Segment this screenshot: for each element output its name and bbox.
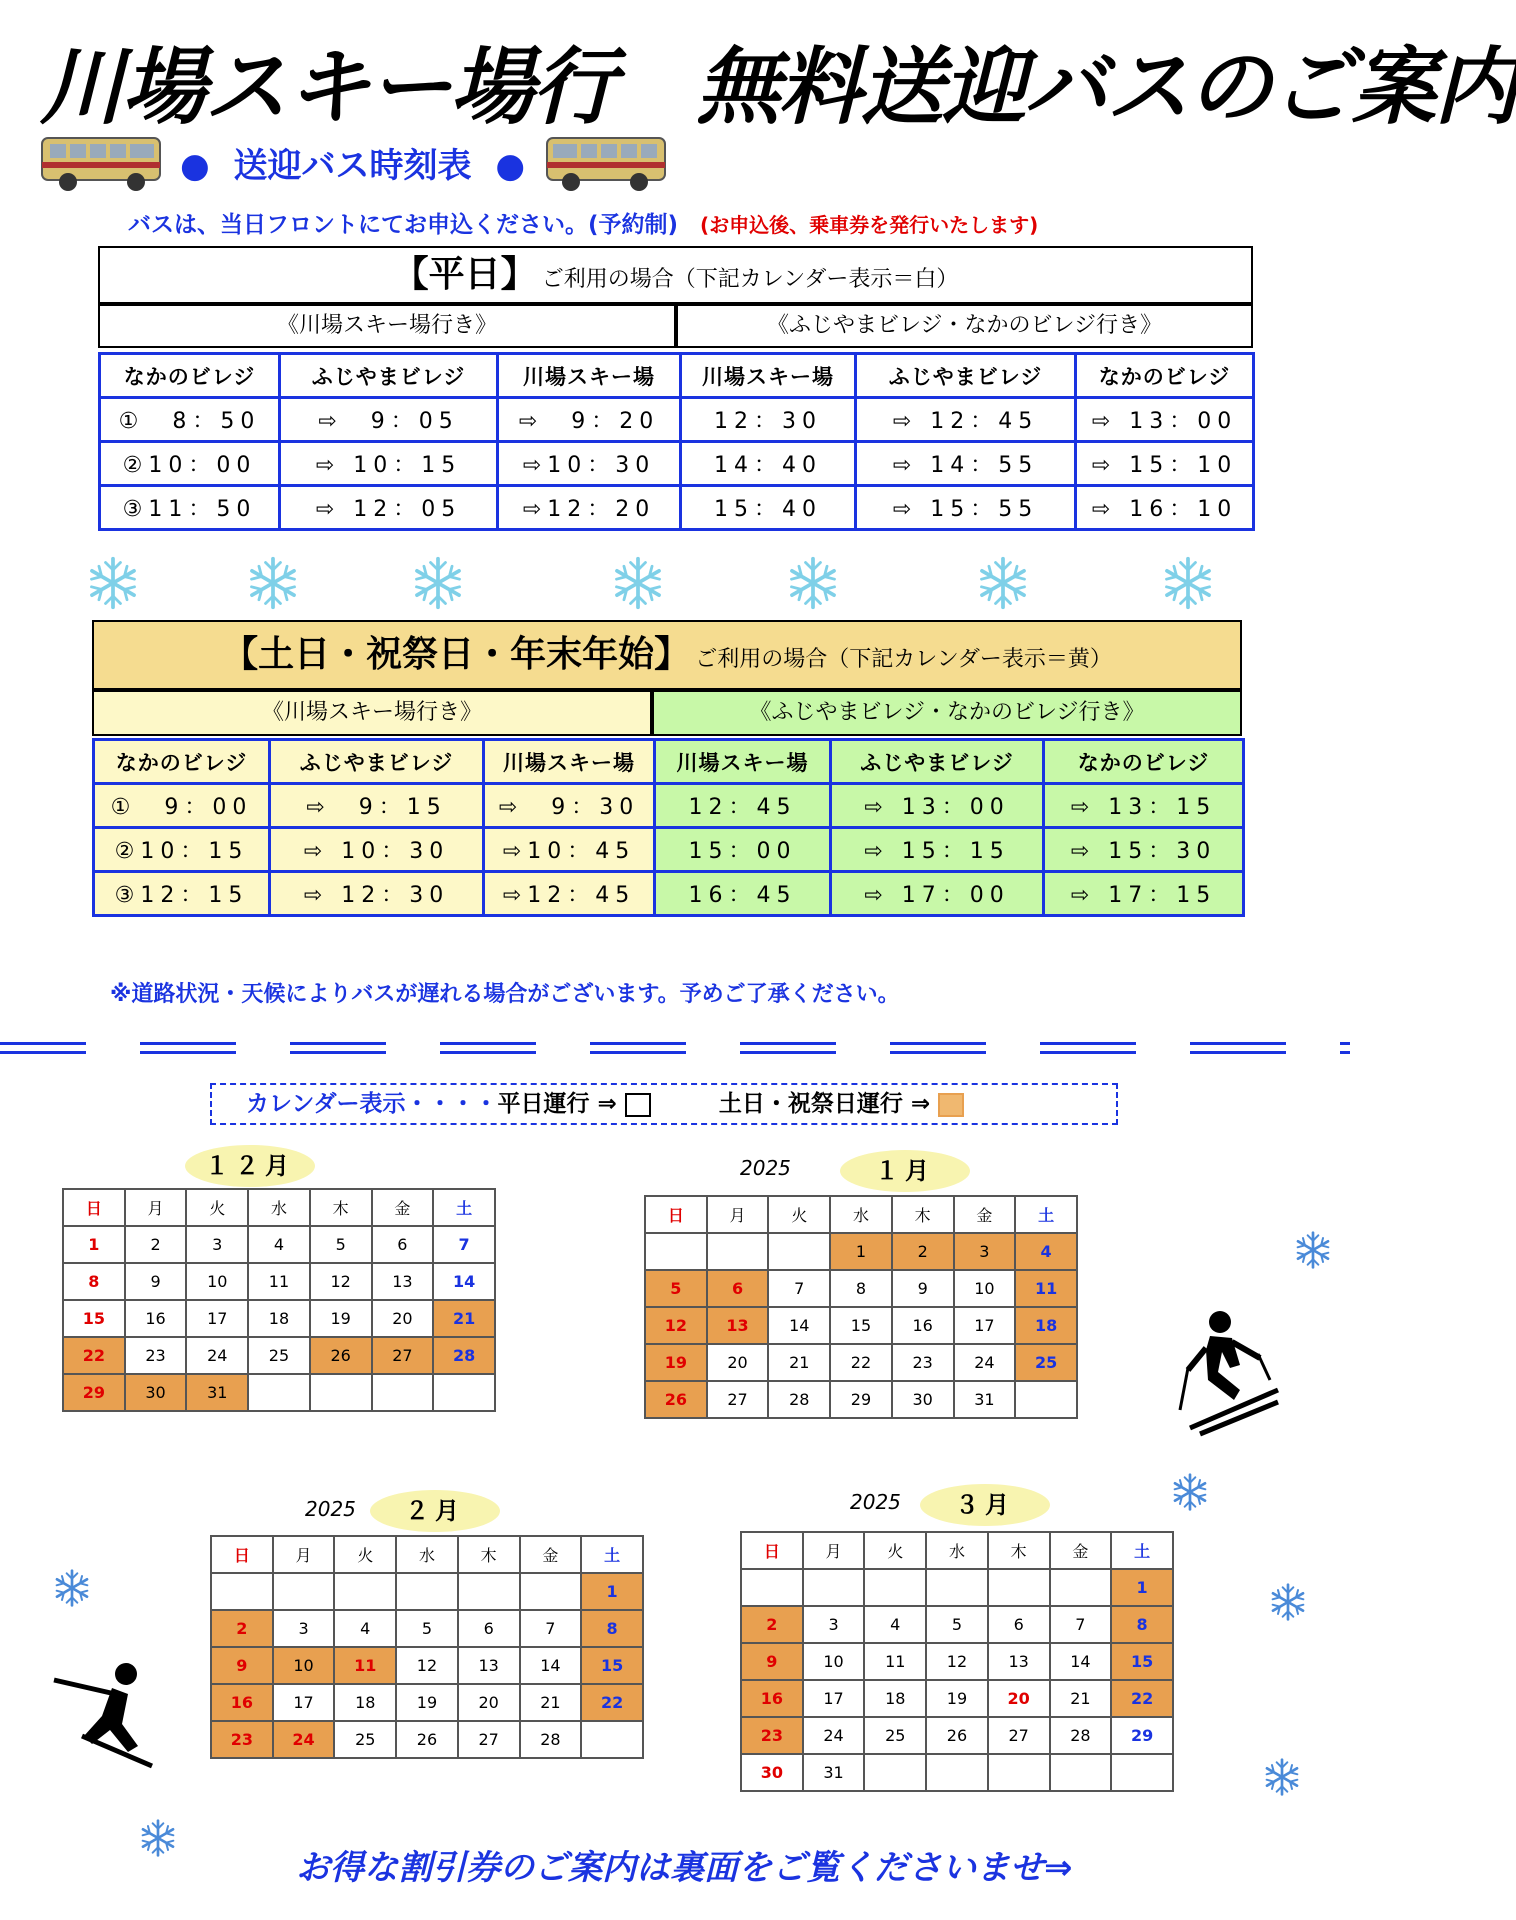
timetable-cell: ⇨ 14：55 bbox=[856, 442, 1076, 486]
snowflake-icon bbox=[1293, 1230, 1333, 1270]
timetable-cell: 12：45 bbox=[655, 784, 831, 828]
calendar-day bbox=[988, 1754, 1050, 1791]
timetable-cell: 15：00 bbox=[655, 828, 831, 872]
holiday-header bbox=[92, 620, 1242, 690]
calendar-day: 23 bbox=[741, 1717, 803, 1754]
timetable-header-cell: なかのビレジ bbox=[1076, 354, 1254, 398]
calendar-weekday-header: 水 bbox=[396, 1536, 458, 1573]
page-title: 川場スキー場行 無料送迎バスのご案内 bbox=[40, 38, 1516, 136]
calendar-day: 16 bbox=[125, 1300, 187, 1337]
calendar-day: 19 bbox=[645, 1344, 707, 1381]
timetable-header-cell: 川場スキー場 bbox=[655, 740, 831, 784]
legend-orange-swatch bbox=[938, 1093, 964, 1117]
divider-segment bbox=[740, 1042, 836, 1054]
timetable-cell: ⇨ 12：30 bbox=[270, 872, 484, 916]
calendar-day: 5 bbox=[926, 1606, 988, 1643]
weekday-heading-sub: ご利用の場合（下記カレンダー表示＝白） bbox=[541, 267, 959, 292]
timetable-cell: ⇨ 9：05 bbox=[280, 398, 498, 442]
calendar-day: 11 bbox=[864, 1643, 926, 1680]
divider-segment bbox=[440, 1042, 536, 1054]
timetable-cell: 14：40 bbox=[681, 442, 856, 486]
calendar-weekday-header: 木 bbox=[988, 1532, 1050, 1569]
calendar-day: 1 bbox=[830, 1233, 892, 1270]
calendar-day: 30 bbox=[892, 1381, 954, 1418]
calendar-day bbox=[310, 1374, 372, 1411]
calendar-day: 24 bbox=[954, 1344, 1016, 1381]
legend-holiday: 土日・祝祭日運行 ⇒ bbox=[718, 1091, 931, 1117]
calendar-day: 24 bbox=[803, 1717, 865, 1754]
calendar-day: 21 bbox=[768, 1344, 830, 1381]
calendar-table bbox=[210, 1535, 644, 1759]
legend-label: カレンダー表示・・・・ bbox=[246, 1091, 498, 1117]
weekday-route-back: 《ふじやまビレジ・なかのビレジ行き》 bbox=[676, 304, 1253, 348]
calendar-weekday-header: 水 bbox=[926, 1532, 988, 1569]
calendar-weekday-header: 日 bbox=[63, 1189, 125, 1226]
timetable-cell: ⇨ 12：05 bbox=[280, 486, 498, 530]
subtitle-text: 送迎バス時刻表 bbox=[233, 146, 472, 186]
calendar-year-label: 2025 bbox=[740, 1156, 791, 1180]
notice-note: (お申込後、乗車券を発行いたします) bbox=[700, 213, 1039, 237]
legend-white-swatch bbox=[625, 1093, 651, 1117]
calendar-weekday-header: 日 bbox=[741, 1532, 803, 1569]
calendar-day: 17 bbox=[803, 1680, 865, 1717]
holiday-timetable bbox=[92, 738, 1245, 917]
calendar-day: 29 bbox=[830, 1381, 892, 1418]
timetable-cell: ⇨10：45 bbox=[484, 828, 655, 872]
snowflake-icon bbox=[245, 555, 301, 611]
calendar-day: 10 bbox=[954, 1270, 1016, 1307]
calendar-month-label: １月 bbox=[840, 1150, 970, 1192]
timetable-header-cell: ふじやまビレジ bbox=[831, 740, 1044, 784]
calendar-day: 2 bbox=[892, 1233, 954, 1270]
calendar-year-label: 2025 bbox=[850, 1490, 901, 1514]
calendar-day bbox=[741, 1569, 803, 1606]
calendar-day: 15 bbox=[581, 1647, 643, 1684]
timetable-header-cell: 川場スキー場 bbox=[484, 740, 655, 784]
calendar-day: 11 bbox=[334, 1647, 396, 1684]
divider-segment bbox=[1190, 1042, 1286, 1054]
calendar-day: 25 bbox=[334, 1721, 396, 1758]
calendar-day bbox=[248, 1374, 310, 1411]
calendar-day: 7 bbox=[1050, 1606, 1112, 1643]
calendar-day bbox=[988, 1569, 1050, 1606]
calendar-day: 8 bbox=[1111, 1606, 1173, 1643]
calendar-day: 4 bbox=[864, 1606, 926, 1643]
skier-icon bbox=[52, 1660, 162, 1770]
calendar-day bbox=[926, 1569, 988, 1606]
calendar-day: 10 bbox=[803, 1643, 865, 1680]
calendar-day: 27 bbox=[372, 1337, 434, 1374]
snowflake-icon bbox=[610, 555, 666, 611]
timetable-cell: ②10：15 bbox=[94, 828, 270, 872]
timetable-header-cell: ふじやまビレジ bbox=[856, 354, 1076, 398]
calendar-day: 9 bbox=[125, 1263, 187, 1300]
timetable-cell: ⇨ 9：30 bbox=[484, 784, 655, 828]
calendar-day: 9 bbox=[741, 1643, 803, 1680]
calendar-day: 20 bbox=[372, 1300, 434, 1337]
calendar-weekday-header: 月 bbox=[125, 1189, 187, 1226]
calendar-day: 8 bbox=[830, 1270, 892, 1307]
calendar-weekday-header: 火 bbox=[186, 1189, 248, 1226]
timetable-cell: 12：30 bbox=[681, 398, 856, 442]
timetable-cell: ⇨ 15：55 bbox=[856, 486, 1076, 530]
calendar-year-label: 2025 bbox=[305, 1497, 356, 1521]
calendar-day: 22 bbox=[63, 1337, 125, 1374]
calendar-day: 20 bbox=[988, 1680, 1050, 1717]
weekday-heading: 【平日】 bbox=[392, 254, 537, 295]
calendar-day: 30 bbox=[741, 1754, 803, 1791]
calendar-weekday-header: 土 bbox=[1111, 1532, 1173, 1569]
calendar-weekday-header: 水 bbox=[830, 1196, 892, 1233]
weekday-timetable bbox=[98, 352, 1255, 531]
calendar-day bbox=[372, 1374, 434, 1411]
snowflake-icon bbox=[138, 1818, 178, 1858]
calendar-day: 12 bbox=[645, 1307, 707, 1344]
calendar-day: 27 bbox=[707, 1381, 769, 1418]
calendar-day: 6 bbox=[988, 1606, 1050, 1643]
timetable-cell: ⇨ 15：10 bbox=[1076, 442, 1254, 486]
calendar-day: 15 bbox=[830, 1307, 892, 1344]
calendar-day: 1 bbox=[1111, 1569, 1173, 1606]
calendar-legend bbox=[210, 1083, 1118, 1125]
divider-segment bbox=[1040, 1042, 1136, 1054]
divider-segment bbox=[290, 1042, 386, 1054]
reservation-notice bbox=[128, 206, 1038, 239]
footer-notice: お得な割引券のご案内は裏面をご覧くださいませ⇒ bbox=[296, 1848, 1073, 1888]
calendar-day: 29 bbox=[63, 1374, 125, 1411]
calendar-day: 4 bbox=[248, 1226, 310, 1263]
calendar-day: 14 bbox=[520, 1647, 582, 1684]
calendar-weekday-header: 日 bbox=[211, 1536, 273, 1573]
calendar-day: 28 bbox=[768, 1381, 830, 1418]
calendar-weekday-header: 金 bbox=[520, 1536, 582, 1573]
calendar-day: 31 bbox=[954, 1381, 1016, 1418]
timetable-cell: ⇨ 16：10 bbox=[1076, 486, 1254, 530]
timetable-cell: ⇨ 15：30 bbox=[1044, 828, 1244, 872]
legend-weekday: 平日運行 ⇒ bbox=[497, 1091, 617, 1117]
calendar-day bbox=[803, 1569, 865, 1606]
timetable-cell: ⇨ 13：15 bbox=[1044, 784, 1244, 828]
calendar-day: 17 bbox=[954, 1307, 1016, 1344]
calendar-day: 21 bbox=[520, 1684, 582, 1721]
timetable-cell: ⇨12：45 bbox=[484, 872, 655, 916]
calendar-weekday-header: 水 bbox=[248, 1189, 310, 1226]
calendar-day: 2 bbox=[741, 1606, 803, 1643]
calendar-day: 3 bbox=[803, 1606, 865, 1643]
calendar-day bbox=[926, 1754, 988, 1791]
calendar-day: 26 bbox=[396, 1721, 458, 1758]
calendar-weekday-header: 日 bbox=[645, 1196, 707, 1233]
calendar-day: 26 bbox=[645, 1381, 707, 1418]
calendar-day: 29 bbox=[1111, 1717, 1173, 1754]
calendar-weekday-header: 木 bbox=[458, 1536, 520, 1573]
calendar-day bbox=[864, 1754, 926, 1791]
skier-icon bbox=[1170, 1310, 1280, 1440]
calendar-day: 19 bbox=[396, 1684, 458, 1721]
calendar-weekday-header: 月 bbox=[803, 1532, 865, 1569]
snowflake-icon bbox=[410, 555, 466, 611]
divider-segment bbox=[0, 1042, 86, 1054]
calendar-month-label: ２月 bbox=[370, 1490, 500, 1532]
weekday-route-out: 《川場スキー場行き》 bbox=[98, 304, 676, 348]
calendar-day: 6 bbox=[707, 1270, 769, 1307]
bullet-icon: ● bbox=[180, 146, 210, 186]
calendar-day bbox=[433, 1374, 495, 1411]
calendar-day: 28 bbox=[433, 1337, 495, 1374]
calendar-day: 11 bbox=[248, 1263, 310, 1300]
calendar-weekday-header: 月 bbox=[273, 1536, 335, 1573]
calendar-day bbox=[396, 1573, 458, 1610]
calendar-day bbox=[1111, 1754, 1173, 1791]
snowflake-icon bbox=[1160, 555, 1216, 611]
calendar-day: 4 bbox=[1015, 1233, 1077, 1270]
timetable-cell: ③11：50 bbox=[100, 486, 280, 530]
calendar-day bbox=[1050, 1569, 1112, 1606]
calendar-day: 14 bbox=[1050, 1643, 1112, 1680]
calendar-day bbox=[334, 1573, 396, 1610]
divider-segment bbox=[140, 1042, 236, 1054]
timetable-cell: 15：40 bbox=[681, 486, 856, 530]
calendar-day: 7 bbox=[768, 1270, 830, 1307]
timetable-cell: ① 9：00 bbox=[94, 784, 270, 828]
timetable-header-cell: なかのビレジ bbox=[94, 740, 270, 784]
calendar-day: 14 bbox=[768, 1307, 830, 1344]
calendar-day: 16 bbox=[741, 1680, 803, 1717]
calendar-day: 26 bbox=[926, 1717, 988, 1754]
snowflake-icon bbox=[85, 555, 141, 611]
weekday-header bbox=[98, 246, 1253, 304]
calendar-day: 30 bbox=[125, 1374, 187, 1411]
calendar-day: 24 bbox=[186, 1337, 248, 1374]
calendar-day: 12 bbox=[926, 1643, 988, 1680]
snowflake-icon bbox=[52, 1568, 92, 1608]
calendar-day bbox=[768, 1233, 830, 1270]
divider-segment bbox=[890, 1042, 986, 1054]
calendar-day: 13 bbox=[458, 1647, 520, 1684]
calendar-day: 15 bbox=[1111, 1643, 1173, 1680]
calendar-day: 11 bbox=[1015, 1270, 1077, 1307]
calendar-weekday-header: 月 bbox=[707, 1196, 769, 1233]
calendar-weekday-header: 金 bbox=[372, 1189, 434, 1226]
calendar-day bbox=[520, 1573, 582, 1610]
timetable-cell: ⇨ 17：00 bbox=[831, 872, 1044, 916]
calendar-day: 24 bbox=[273, 1721, 335, 1758]
calendar-day bbox=[1050, 1754, 1112, 1791]
bus-icon bbox=[545, 132, 667, 194]
calendar-day: 2 bbox=[211, 1610, 273, 1647]
calendar-day: 16 bbox=[892, 1307, 954, 1344]
calendar-day: 20 bbox=[458, 1684, 520, 1721]
timetable-cell: ②10：00 bbox=[100, 442, 280, 486]
calendar-day: 13 bbox=[988, 1643, 1050, 1680]
bus-icon bbox=[40, 132, 162, 194]
calendar-day: 7 bbox=[520, 1610, 582, 1647]
timetable-header-cell: 川場スキー場 bbox=[498, 354, 681, 398]
holiday-route-back: 《ふじやまビレジ・なかのビレジ行き》 bbox=[652, 690, 1242, 736]
timetable-cell: 16：45 bbox=[655, 872, 831, 916]
calendar-day: 17 bbox=[186, 1300, 248, 1337]
calendar-day: 13 bbox=[707, 1307, 769, 1344]
calendar-day bbox=[645, 1233, 707, 1270]
calendar-weekday-header: 火 bbox=[334, 1536, 396, 1573]
calendar-day: 10 bbox=[186, 1263, 248, 1300]
calendar-day: 18 bbox=[864, 1680, 926, 1717]
calendar-day bbox=[1015, 1381, 1077, 1418]
snowflake-icon bbox=[1268, 1582, 1308, 1622]
calendar-day: 5 bbox=[396, 1610, 458, 1647]
calendar-day: 18 bbox=[334, 1684, 396, 1721]
calendar-weekday-header: 火 bbox=[768, 1196, 830, 1233]
timetable-cell: ③12：15 bbox=[94, 872, 270, 916]
calendar-day: 14 bbox=[433, 1263, 495, 1300]
calendar-day: 10 bbox=[273, 1647, 335, 1684]
calendar-day: 22 bbox=[830, 1344, 892, 1381]
timetable-header-cell: なかのビレジ bbox=[1044, 740, 1244, 784]
notice-main: バスは、当日フロントにてお申込ください。(予約制) bbox=[128, 212, 679, 238]
timetable-cell: ⇨ 10：30 bbox=[270, 828, 484, 872]
calendar-day: 9 bbox=[892, 1270, 954, 1307]
calendar-day: 22 bbox=[581, 1684, 643, 1721]
calendar-day: 18 bbox=[1015, 1307, 1077, 1344]
timetable-header-cell: 川場スキー場 bbox=[681, 354, 856, 398]
timetable-cell: ⇨ 13：00 bbox=[831, 784, 1044, 828]
calendar-weekday-header: 金 bbox=[1050, 1532, 1112, 1569]
calendar-day bbox=[707, 1233, 769, 1270]
calendar-weekday-header: 金 bbox=[954, 1196, 1016, 1233]
calendar-day: 6 bbox=[458, 1610, 520, 1647]
calendar-day: 5 bbox=[310, 1226, 372, 1263]
calendar-day: 20 bbox=[707, 1344, 769, 1381]
calendar-day: 31 bbox=[803, 1754, 865, 1791]
calendar-month-label: １２月 bbox=[185, 1145, 315, 1187]
calendar-day: 25 bbox=[248, 1337, 310, 1374]
timetable-subtitle bbox=[180, 138, 525, 187]
calendar-day: 7 bbox=[433, 1226, 495, 1263]
calendar-day: 31 bbox=[186, 1374, 248, 1411]
calendar-day: 27 bbox=[458, 1721, 520, 1758]
calendar-day bbox=[458, 1573, 520, 1610]
calendar-table bbox=[62, 1188, 496, 1412]
snowflake-icon bbox=[1262, 1757, 1302, 1797]
calendar-day: 27 bbox=[988, 1717, 1050, 1754]
calendar-weekday-header: 火 bbox=[864, 1532, 926, 1569]
holiday-heading: 【土日・祝祭日・年末年始】 bbox=[222, 634, 691, 675]
calendar-day: 5 bbox=[645, 1270, 707, 1307]
calendar-day: 28 bbox=[1050, 1717, 1112, 1754]
calendar-day bbox=[273, 1573, 335, 1610]
calendar-table bbox=[740, 1531, 1174, 1792]
calendar-day: 12 bbox=[396, 1647, 458, 1684]
calendar-day: 23 bbox=[211, 1721, 273, 1758]
timetable-cell: ⇨ 12：45 bbox=[856, 398, 1076, 442]
timetable-cell: ⇨ 9：20 bbox=[498, 398, 681, 442]
timetable-cell: ⇨ 17：15 bbox=[1044, 872, 1244, 916]
calendar-weekday-header: 木 bbox=[310, 1189, 372, 1226]
calendar-day: 8 bbox=[581, 1610, 643, 1647]
timetable-header-cell: ふじやまビレジ bbox=[270, 740, 484, 784]
timetable-cell: ⇨12：20 bbox=[498, 486, 681, 530]
holiday-heading-sub: ご利用の場合（下記カレンダー表示＝黄） bbox=[695, 647, 1112, 672]
calendar-day: 28 bbox=[520, 1721, 582, 1758]
bullet-icon: ● bbox=[495, 146, 526, 186]
snowflake-icon bbox=[975, 555, 1031, 611]
calendar-day: 1 bbox=[581, 1573, 643, 1610]
calendar-day: 23 bbox=[892, 1344, 954, 1381]
calendar-day: 12 bbox=[310, 1263, 372, 1300]
calendar-day: 23 bbox=[125, 1337, 187, 1374]
timetable-cell: ⇨ 9：15 bbox=[270, 784, 484, 828]
calendar-day: 3 bbox=[273, 1610, 335, 1647]
snowflake-icon bbox=[1170, 1472, 1210, 1512]
calendar-day: 25 bbox=[1015, 1344, 1077, 1381]
snowflake-icon bbox=[785, 555, 841, 611]
calendar-day: 19 bbox=[310, 1300, 372, 1337]
calendar-day: 16 bbox=[211, 1684, 273, 1721]
delay-note: ※道路状況・天候によりバスが遅れる場合がございます。予めご了承ください。 bbox=[110, 982, 900, 1007]
timetable-cell: ⇨ 10：15 bbox=[280, 442, 498, 486]
timetable-cell: ⇨10：30 bbox=[498, 442, 681, 486]
calendar-day: 4 bbox=[334, 1610, 396, 1647]
calendar-day: 8 bbox=[63, 1263, 125, 1300]
calendar-day: 22 bbox=[1111, 1680, 1173, 1717]
calendar-day: 3 bbox=[186, 1226, 248, 1263]
calendar-day bbox=[581, 1721, 643, 1758]
divider-segment bbox=[590, 1042, 686, 1054]
calendar-day: 15 bbox=[63, 1300, 125, 1337]
calendar-table bbox=[644, 1195, 1078, 1419]
calendar-day: 19 bbox=[926, 1680, 988, 1717]
timetable-cell: ⇨ 15：15 bbox=[831, 828, 1044, 872]
calendar-day: 17 bbox=[273, 1684, 335, 1721]
calendar-day: 13 bbox=[372, 1263, 434, 1300]
calendar-day: 3 bbox=[954, 1233, 1016, 1270]
timetable-cell: ⇨ 13：00 bbox=[1076, 398, 1254, 442]
timetable-cell: ① 8：50 bbox=[100, 398, 280, 442]
calendar-day: 9 bbox=[211, 1647, 273, 1684]
calendar-month-label: ３月 bbox=[920, 1484, 1050, 1526]
calendar-day: 6 bbox=[372, 1226, 434, 1263]
calendar-weekday-header: 土 bbox=[433, 1189, 495, 1226]
calendar-day: 26 bbox=[310, 1337, 372, 1374]
timetable-header-cell: ふじやまビレジ bbox=[280, 354, 498, 398]
calendar-weekday-header: 土 bbox=[581, 1536, 643, 1573]
calendar-day: 2 bbox=[125, 1226, 187, 1263]
calendar-day: 25 bbox=[864, 1717, 926, 1754]
divider-segment bbox=[1340, 1042, 1350, 1054]
calendar-day: 21 bbox=[433, 1300, 495, 1337]
calendar-day: 21 bbox=[1050, 1680, 1112, 1717]
calendar-day: 18 bbox=[248, 1300, 310, 1337]
calendar-day: 1 bbox=[63, 1226, 125, 1263]
timetable-header-cell: なかのビレジ bbox=[100, 354, 280, 398]
calendar-day bbox=[864, 1569, 926, 1606]
calendar-day bbox=[211, 1573, 273, 1610]
calendar-weekday-header: 木 bbox=[892, 1196, 954, 1233]
calendar-weekday-header: 土 bbox=[1015, 1196, 1077, 1233]
holiday-route-out: 《川場スキー場行き》 bbox=[92, 690, 652, 736]
